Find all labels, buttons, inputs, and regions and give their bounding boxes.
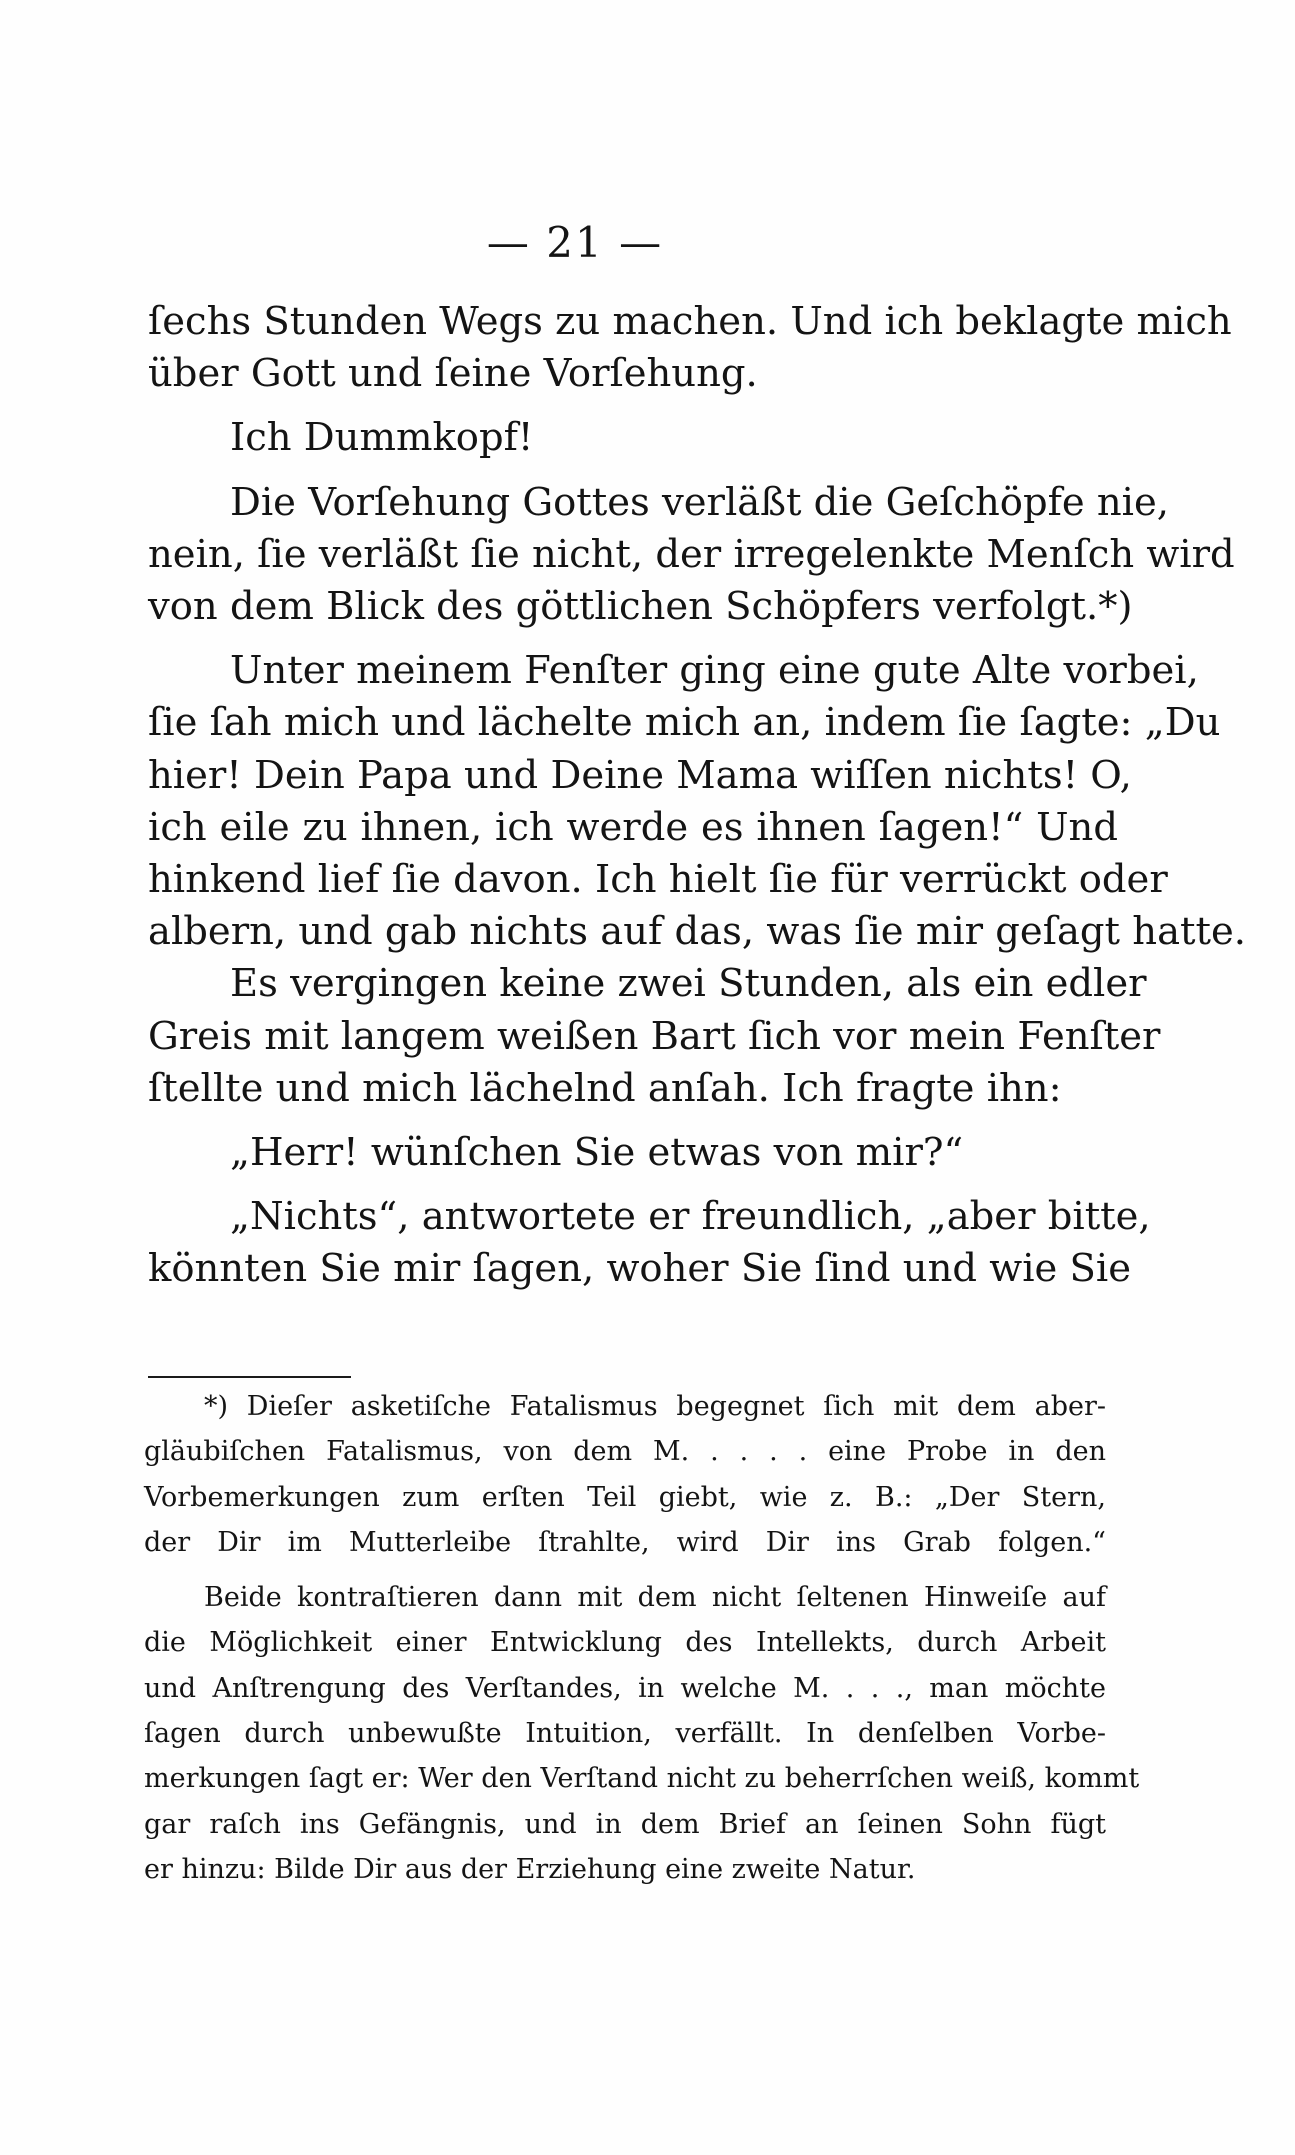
- text-line: könnten Sie mir ſagen, woher Sie ſind und wie Sie: [148, 1246, 1132, 1292]
- text-line: Ich Dummkopf!: [230, 415, 534, 461]
- text-line: albern, und gab nichts auf das, was ſie mir geſagt hatte.: [148, 909, 1246, 955]
- text-line: Greis mit langem weißen Bart ſich vor mein Fenſter: [148, 1013, 1161, 1059]
- footnote-line: merkungen ſagt er: Wer den Verſtand nicht zu beherrſchen weiß, kommt: [144, 1763, 1140, 1795]
- footnote-line: gläubiſchen Fatalismus, von dem M. . . . . eine Probe in den: [144, 1436, 1106, 1468]
- text-line: hinkend lief ſie davon. Ich hielt ſie für verrückt oder: [148, 857, 1168, 903]
- page-number: — 21 —: [486, 218, 664, 267]
- footnote-divider: [148, 1376, 351, 1378]
- text-line: ſtellte und mich lächelnd anſah. Ich fragte ihn:: [148, 1065, 1062, 1111]
- footnote-line: die Möglichkeit einer Entwicklung des Intellekts, durch Arbeit: [144, 1627, 1106, 1659]
- main-text: [148, 296, 1246, 1296]
- text-line: über Gott und ſeine Vorſehung.: [148, 351, 758, 397]
- footnote-line: gar raſch ins Gefängnis, und in dem Brief an ſeinen Sohn fügt: [144, 1808, 1106, 1840]
- text-line: ich eile zu ihnen, ich werde es ihnen ſagen!“ Und: [148, 804, 1118, 850]
- text-line: Es vergingen keine zwei Stunden, als ein edler: [230, 961, 1147, 1007]
- footnote-line: ſagen durch unbewußte Intuition, verfällt. In denſelben Vorbe-: [144, 1718, 1106, 1750]
- text-line: nein, ſie verläßt ſie nicht, der irregelenkte Menſch wird: [148, 531, 1235, 577]
- footnote-line: er hinzu: Bilde Dir aus der Erziehung eine zweite Natur.: [144, 1853, 916, 1885]
- footnote-line: Beide kontraſtieren dann mit dem nicht ſeltenen Hinweiſe auf: [204, 1582, 1106, 1614]
- text-line: von dem Blick des göttlichen Schöpfers verfolgt.*): [148, 584, 1133, 630]
- footnote-line: und Anſtrengung des Verſtandes, in welche M. . . ., man möchte: [144, 1672, 1106, 1704]
- text-line: Die Vorſehung Gottes verläßt die Geſchöpfe nie,: [230, 479, 1170, 525]
- footnote-line: *) Dieſer asketiſche Fatalismus begegnet ſich mit dem aber-: [204, 1391, 1106, 1422]
- text-line: ſie ſah mich und lächelte mich an, indem ſie ſagte: „Du: [148, 700, 1221, 746]
- text-line: „Nichts“, antwortete er freundlich, „aber bitte,: [230, 1194, 1151, 1240]
- footnote: [144, 1384, 1140, 1892]
- footnote-line: der Dir im Mutterleibe ſtrahlte, wird Dir ins Grab folgen.“: [144, 1526, 1106, 1558]
- text-line: „Herr! wünſchen Sie etwas von mir?“: [230, 1130, 964, 1176]
- text-line: hier! Dein Papa und Deine Mama wiſſen nichts! O,: [148, 752, 1132, 798]
- footnote-line: Vorbemerkungen zum erſten Teil giebt, wie z. B.: „Der Stern,: [144, 1481, 1106, 1513]
- text-line: ſechs Stunden Wegs zu machen. Und ich beklagte mich: [148, 299, 1232, 344]
- text-line: Unter meinem Fenſter ging eine gute Alte vorbei,: [230, 648, 1199, 694]
